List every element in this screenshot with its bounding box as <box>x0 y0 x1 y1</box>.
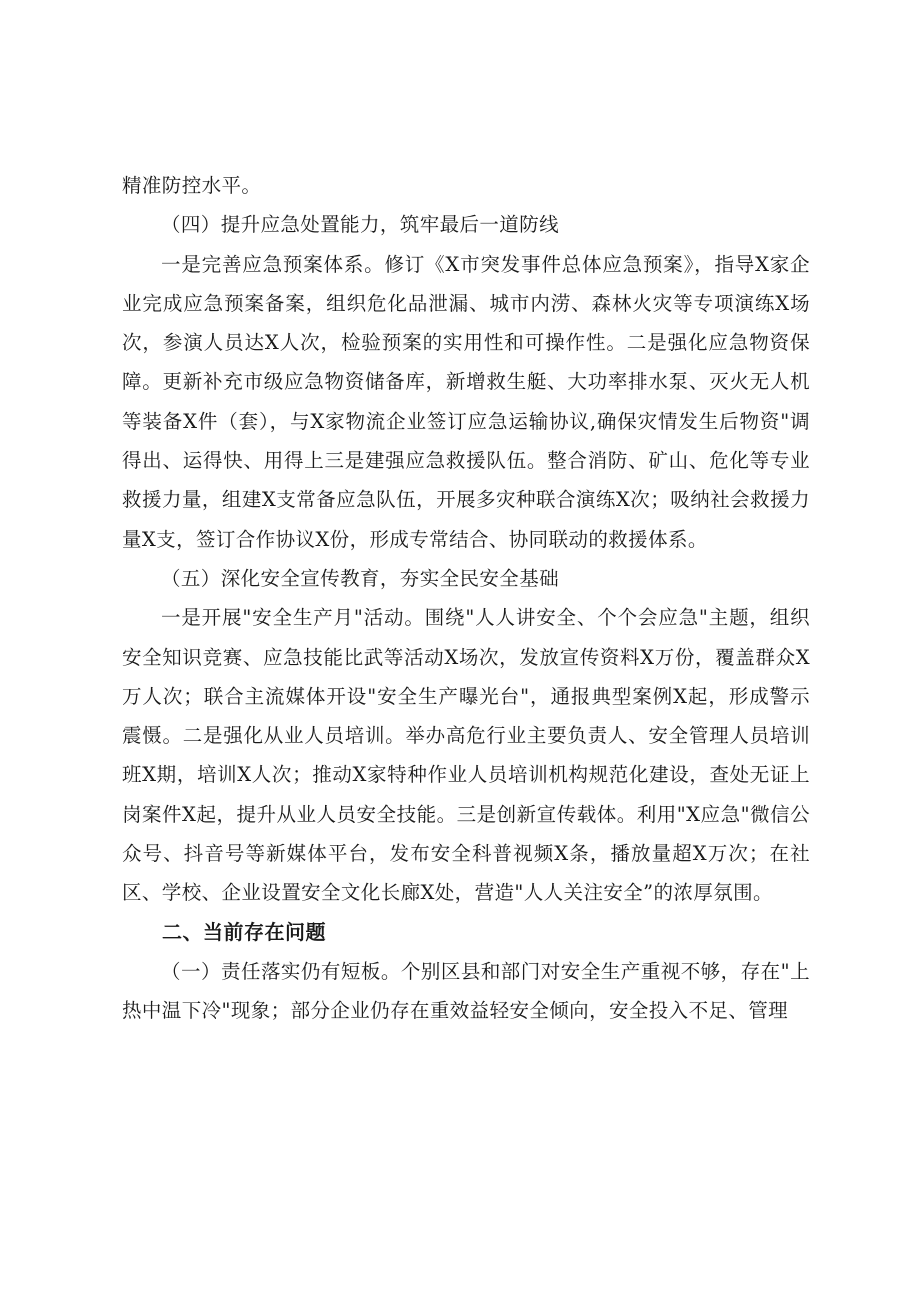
paragraph-safety-education: 一是开展"安全生产月"活动。围绕"人人讲安全、个个会应急"主题，组织安全知识竞赛、应急技能比武等活动X场次，发放宣传资料X万份，覆盖群众X万人次；联合主流媒体开设"安全生产曝光台"，通报典型案例X起，形成警示震慑。二是强化从业人员培训。举办高危行业主要负责人、安全管理人员培训班X期，培训X人次；推动X家特种作业人员培训机构规范化建设，查处无证上岗案件X起，提升从业人员安全技能。三是创新宣传载体。利用"X应急"微信公众号、抖音号等新媒体平台，发布安全科普视频X条，播放量超X万次；在社区、学校、企业设置安全文化长廊X处，营造"人人关注安全”的浓厚氛围。 <box>122 606 810 905</box>
paragraph-responsibility-gaps: （一）责任落实仍有短板。个别区县和部门对安全生产重视不够，存在"上热中温下冷"现象；部分企业仍存在重效益轻安全倾向，安全投入不足、管理 <box>122 959 810 1023</box>
paragraph-continuation: 精准防控水平。 <box>122 174 262 197</box>
section-heading-5: （五）深化安全宣传教育，夯实全民安全基础 <box>161 566 560 590</box>
section-heading-4: （四）提升应急处置能力，筑牢最后一道防线 <box>161 213 560 237</box>
paragraph-emergency-response: 一是完善应急预案体系。修订《X市突发事件总体应急预案》，指导X家企业完成应急预案备案，组织危化品泄漏、城市内涝、森林火灾等专项演练X场次，参演人员达X人次，检验预案的实用性和可操作性。二是强化应急物资保障。更新补充市级应急物资储备库，新增救生艇、大功率排水泵、灭火无人机等装备X件（套），与X家物流企业签订应急运输协议,确保灾情发生后物资"调得出、运得快、用得上三是建强应急救援队伍。整合消防、矿山、危化等专业救援力量，组建X支常备应急队伍，开展多灾种联合演练X次；吸纳社会救援力量X支，签订合作协议X份，形成专常结合、协同联动的救援体系。 <box>122 252 810 551</box>
document-body <box>122 166 810 1031</box>
chapter-heading-problems: 二、当前存在问题 <box>162 919 326 944</box>
